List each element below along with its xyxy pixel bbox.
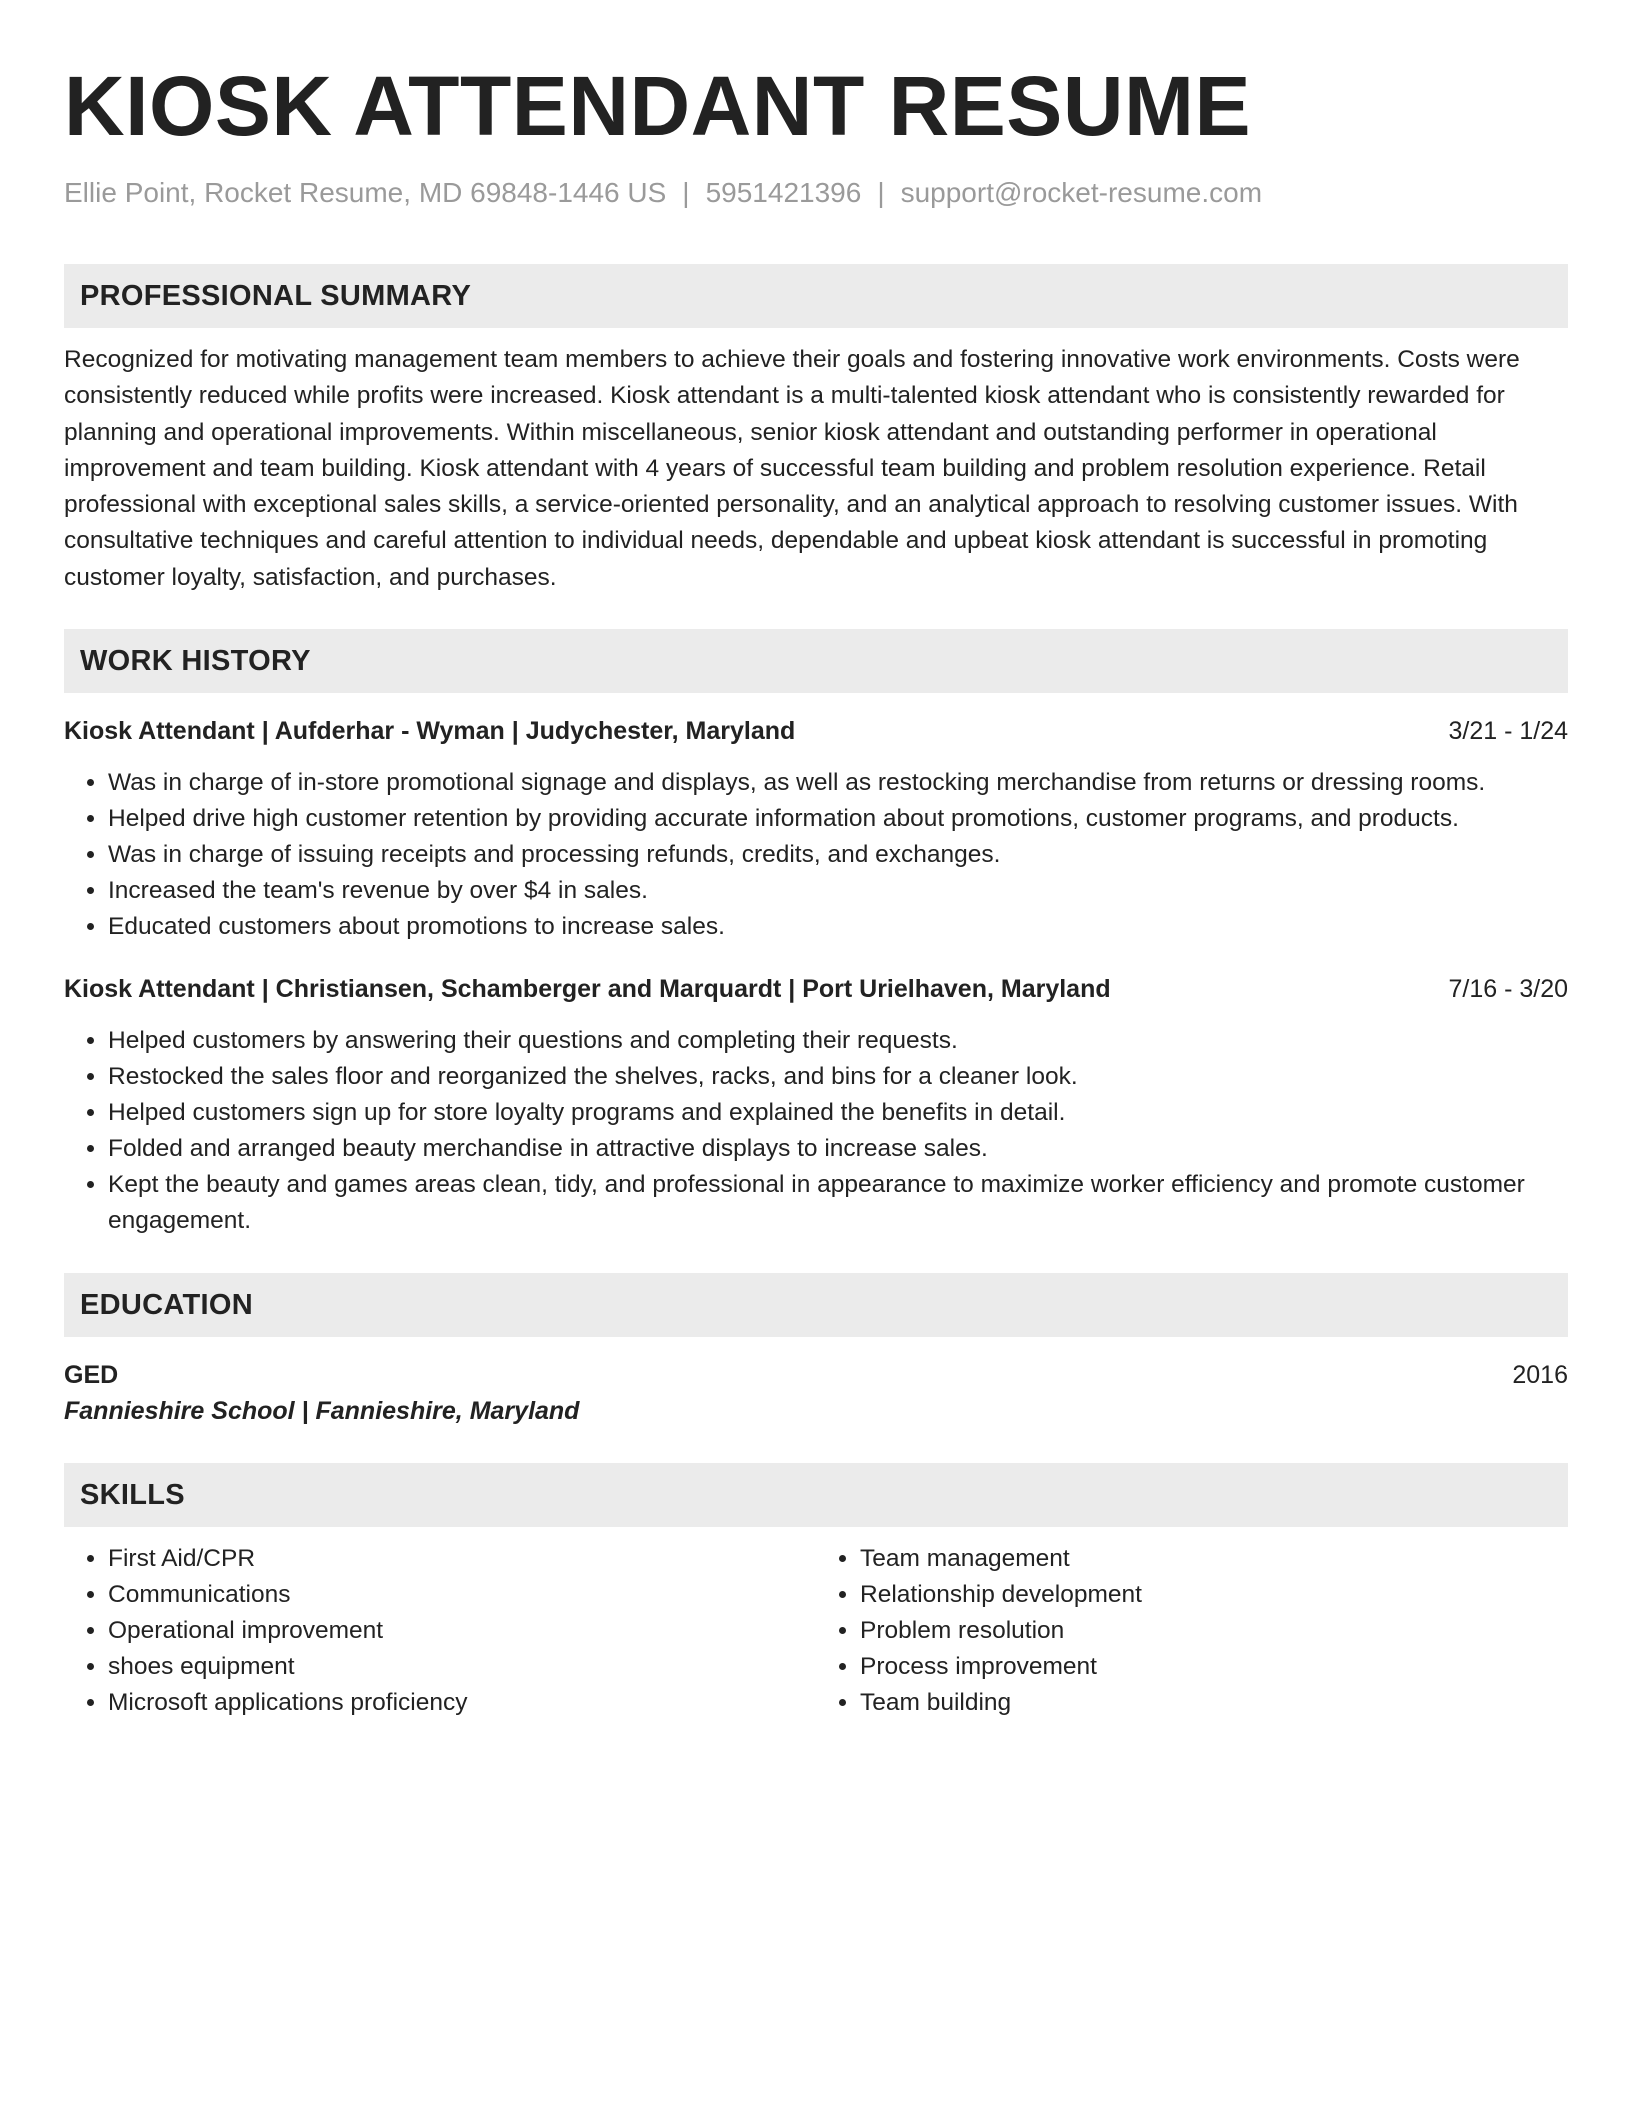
contact-line — [64, 176, 1568, 210]
skill-item: • Microsoft applications proficiency — [108, 1685, 816, 1721]
education-degree: GED — [64, 1361, 119, 1390]
job-bullet: • Restocked the sales floor and reorganized the shelves, racks, and bins for a cleaner look. — [108, 1059, 1568, 1095]
education-school: Fannieshire School | Fannieshire, Maryland — [64, 1397, 580, 1426]
skills-column-left — [64, 1541, 816, 1721]
job-bullet: • Educated customers about promotions to increase sales. — [108, 909, 1568, 945]
job-bullet: • Was in charge of in-store promotional signage and displays, as well as restocking merchandise from returns or dressing rooms. — [108, 765, 1568, 801]
skill-item: • Team building — [860, 1685, 1568, 1721]
job-bullet: • Kept the beauty and games areas clean, tidy, and professional in appearance to maximize worker efficiency and promote customer engagement. — [108, 1167, 1568, 1239]
section-header-education: EDUCATION — [64, 1273, 1568, 1337]
skill-item: • Problem resolution — [860, 1613, 1568, 1649]
skill-item: • Operational improvement — [108, 1613, 816, 1649]
skills-column-right — [816, 1541, 1568, 1721]
contact-separator: | — [682, 177, 690, 208]
job-dates: 3/21 - 1/24 — [1448, 717, 1568, 746]
job-header — [64, 713, 1568, 749]
skill-item: • shoes equipment — [108, 1649, 816, 1685]
contact-email: support@rocket-resume.com — [900, 177, 1263, 208]
contact-phone: 5951421396 — [705, 177, 862, 208]
education-entry — [64, 1357, 1568, 1393]
job-title: Kiosk Attendant | Christiansen, Schamberger and Marquardt | Port Urielhaven, Maryland — [64, 975, 1111, 1004]
skills-list — [64, 1541, 816, 1721]
job-bullet: • Increased the team's revenue by over $4 in sales. — [108, 873, 1568, 909]
contact-separator: | — [877, 177, 885, 208]
job-title: Kiosk Attendant | Aufderhar - Wyman | Judychester, Maryland — [64, 717, 796, 746]
resume-title: KIOSK ATTENDANT RESUME — [64, 59, 1251, 153]
job-bullets — [64, 765, 1568, 945]
skill-item: • First Aid/CPR — [108, 1541, 816, 1577]
skill-item: • Relationship development — [860, 1577, 1568, 1613]
job-bullet: • Helped drive high customer retention by providing accurate information about promotions, customer programs, and products. — [108, 801, 1568, 837]
skills-grid — [64, 1541, 1568, 1721]
skill-item: • Process improvement — [860, 1649, 1568, 1685]
skills-list — [816, 1541, 1568, 1721]
job-bullet: • Was in charge of issuing receipts and processing refunds, credits, and exchanges. — [108, 837, 1568, 873]
job-bullets — [64, 1023, 1568, 1239]
job-entry — [64, 713, 1568, 945]
job-bullet: • Helped customers sign up for store loyalty programs and explained the benefits in detail. — [108, 1095, 1568, 1131]
section-header-summary: PROFESSIONAL SUMMARY — [64, 264, 1568, 328]
skill-item: • Communications — [108, 1577, 816, 1613]
job-bullet: • Folded and arranged beauty merchandise in attractive displays to increase sales. — [108, 1131, 1568, 1167]
job-entry — [64, 971, 1568, 1239]
skill-item: • Team management — [860, 1541, 1568, 1577]
summary-text: Recognized for motivating management team members to achieve their goals and fostering innovative work environments. Costs were consistently reduced while profits were increased. Kiosk attendant is a multi-talented kiosk attendant who is consistently rewarded for planning and operational improvements. Within miscellaneous, senior kiosk attendant and outstanding performer in operational improvement and team building. Kiosk attendant with 4 years of successful team building and problem resolution experience. Retail professional with exceptional sales skills, a service-oriented personality, and an analytical approach to resolving customer issues. With consultative techniques and careful attention to individual needs, dependable and upbeat kiosk attendant is successful in promoting customer loyalty, satisfaction, and purchases. — [64, 346, 1520, 591]
section-header-skills: SKILLS — [64, 1463, 1568, 1527]
contact-address: Ellie Point, Rocket Resume, MD 69848-1446 US — [64, 177, 667, 208]
job-header — [64, 971, 1568, 1007]
education-year: 2016 — [1512, 1361, 1568, 1390]
job-dates: 7/16 - 3/20 — [1448, 975, 1568, 1004]
job-bullet: • Helped customers by answering their questions and completing their requests. — [108, 1023, 1568, 1059]
section-header-work-history: WORK HISTORY — [64, 629, 1568, 693]
